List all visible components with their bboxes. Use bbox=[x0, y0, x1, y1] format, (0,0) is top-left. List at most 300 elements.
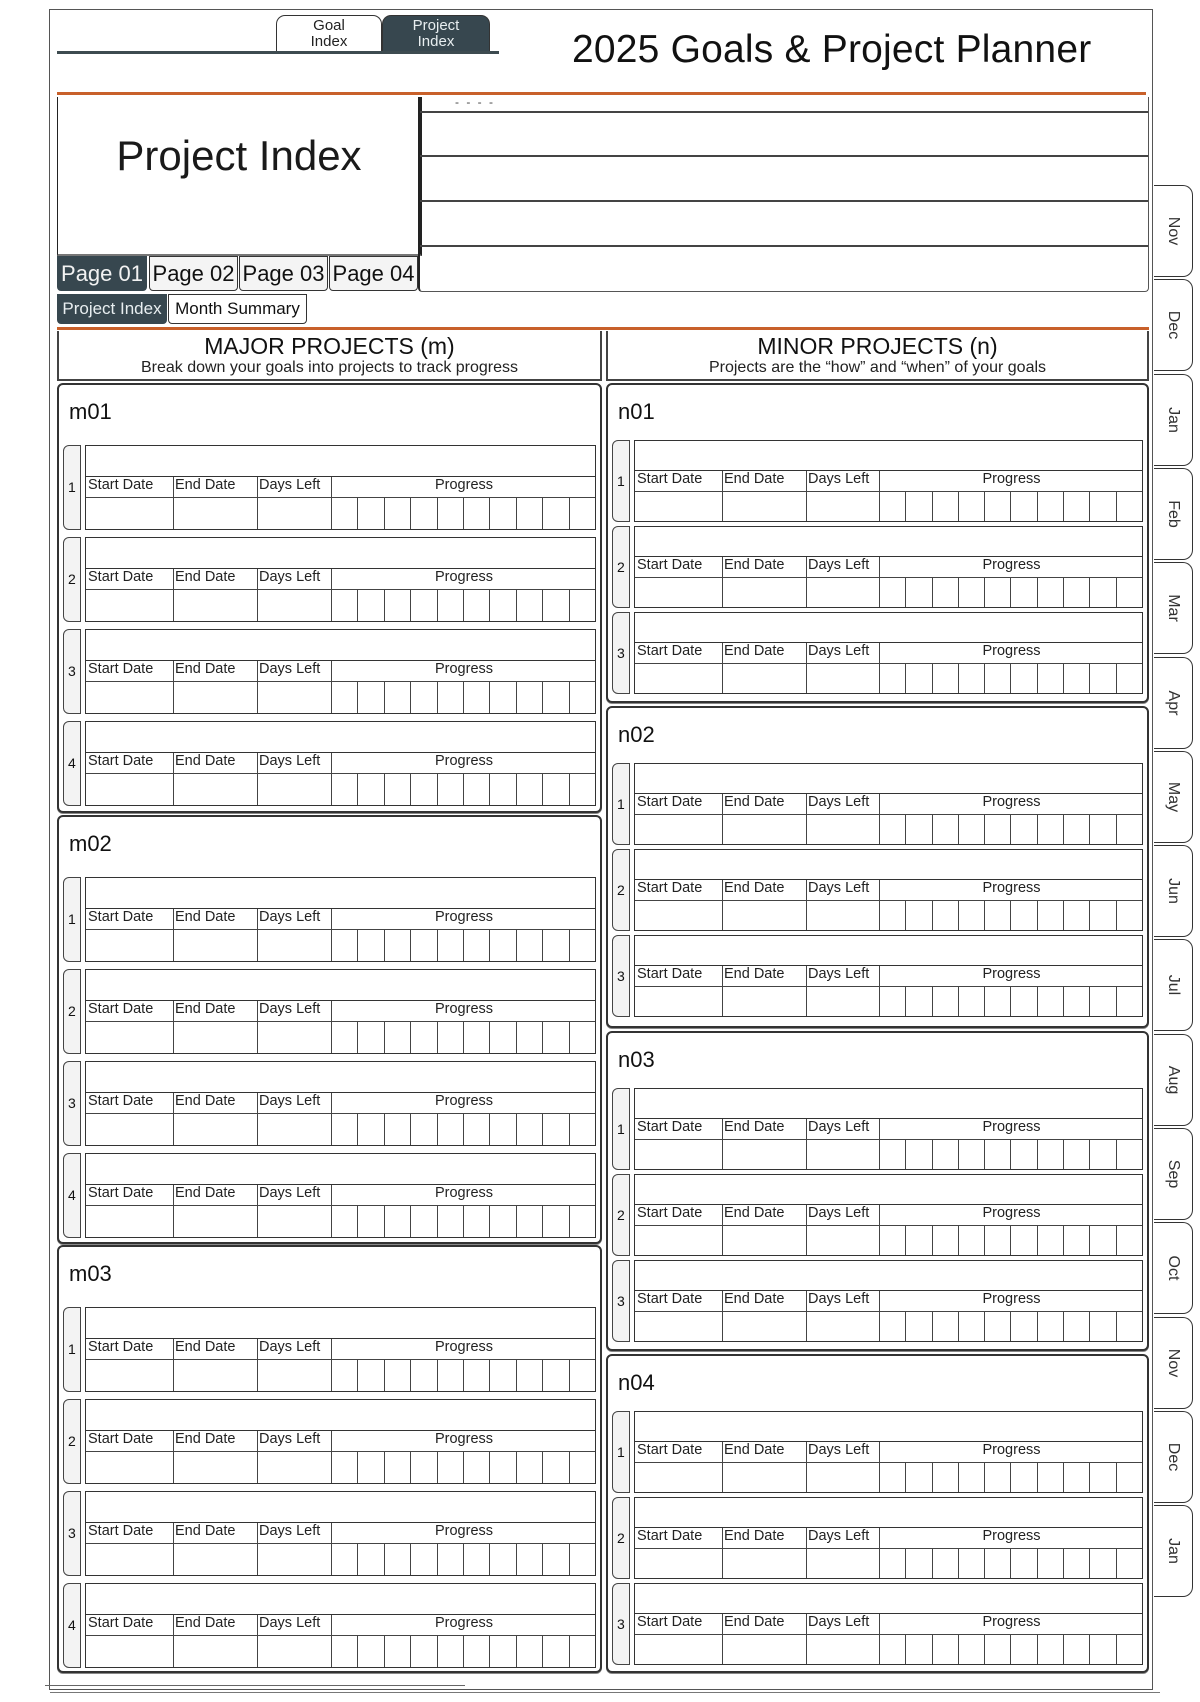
end-date-input[interactable] bbox=[722, 1635, 806, 1664]
progress-cell[interactable] bbox=[543, 1360, 569, 1391]
progress-cell[interactable] bbox=[411, 1114, 437, 1145]
progress-cell[interactable] bbox=[385, 1114, 411, 1145]
progress-cell[interactable] bbox=[438, 1452, 464, 1483]
start-date-input[interactable] bbox=[86, 498, 173, 529]
progress-cell[interactable] bbox=[438, 930, 464, 961]
start-date-input[interactable] bbox=[635, 987, 722, 1016]
progress-cell[interactable] bbox=[517, 1206, 543, 1237]
progress-cell[interactable] bbox=[959, 1635, 985, 1664]
progress-cell[interactable] bbox=[906, 1463, 932, 1492]
start-date-input[interactable] bbox=[635, 1463, 722, 1492]
progress-cell[interactable] bbox=[332, 682, 358, 713]
end-date-input[interactable] bbox=[173, 1114, 257, 1145]
progress-cell[interactable] bbox=[1117, 815, 1142, 844]
progress-cell[interactable] bbox=[570, 1022, 595, 1053]
progress-cell[interactable] bbox=[906, 1312, 932, 1341]
days-left-input[interactable] bbox=[257, 1636, 331, 1667]
progress-cell[interactable] bbox=[1117, 1635, 1142, 1664]
end-date-input[interactable] bbox=[173, 1206, 257, 1237]
project-name-field[interactable] bbox=[635, 441, 1142, 471]
progress-cell[interactable] bbox=[1117, 1463, 1142, 1492]
progress-cell[interactable] bbox=[332, 1544, 358, 1575]
progress-cell[interactable] bbox=[570, 1114, 595, 1145]
month-tab-jan[interactable] bbox=[1154, 374, 1193, 466]
project-name-field[interactable] bbox=[635, 1089, 1142, 1119]
progress-cell[interactable] bbox=[880, 815, 906, 844]
days-left-input[interactable] bbox=[806, 664, 879, 693]
progress-cell[interactable] bbox=[411, 774, 437, 805]
progress-cell[interactable] bbox=[438, 1544, 464, 1575]
start-date-input[interactable] bbox=[86, 930, 173, 961]
days-left-input[interactable] bbox=[806, 987, 879, 1016]
progress-cell[interactable] bbox=[411, 1022, 437, 1053]
progress-cell[interactable] bbox=[985, 1635, 1011, 1664]
project-name-field[interactable] bbox=[86, 970, 595, 1001]
days-left-input[interactable] bbox=[806, 1312, 879, 1341]
progress-cell[interactable] bbox=[490, 682, 516, 713]
start-date-input[interactable] bbox=[86, 1544, 173, 1575]
end-date-input[interactable] bbox=[722, 987, 806, 1016]
progress-cell[interactable] bbox=[332, 1452, 358, 1483]
end-date-input[interactable] bbox=[173, 1452, 257, 1483]
progress-cell[interactable] bbox=[985, 815, 1011, 844]
days-left-input[interactable] bbox=[257, 1114, 331, 1145]
progress-cell[interactable] bbox=[1117, 901, 1142, 930]
progress-cell[interactable] bbox=[543, 930, 569, 961]
progress-cell[interactable] bbox=[906, 492, 932, 521]
progress-cell[interactable] bbox=[490, 1544, 516, 1575]
end-date-input[interactable] bbox=[173, 498, 257, 529]
progress-cell[interactable] bbox=[1090, 1226, 1116, 1255]
progress-cell[interactable] bbox=[880, 987, 906, 1016]
progress-cell[interactable] bbox=[517, 1544, 543, 1575]
progress-cell[interactable] bbox=[985, 1312, 1011, 1341]
progress-cell[interactable] bbox=[933, 1463, 959, 1492]
days-left-input[interactable] bbox=[806, 492, 879, 521]
progress-cell[interactable] bbox=[880, 1463, 906, 1492]
progress-cell[interactable] bbox=[464, 498, 490, 529]
progress-cell[interactable] bbox=[1064, 492, 1090, 521]
progress-cell[interactable] bbox=[1064, 1140, 1090, 1169]
start-date-input[interactable] bbox=[86, 1452, 173, 1483]
progress-cell[interactable] bbox=[959, 1549, 985, 1578]
progress-cell[interactable] bbox=[1038, 1140, 1064, 1169]
progress-cell[interactable] bbox=[1064, 1635, 1090, 1664]
progress-cell[interactable] bbox=[543, 498, 569, 529]
progress-cell[interactable] bbox=[1090, 492, 1116, 521]
progress-cell[interactable] bbox=[358, 1452, 384, 1483]
progress-cell[interactable] bbox=[1064, 1463, 1090, 1492]
progress-cell[interactable] bbox=[438, 1114, 464, 1145]
progress-cell[interactable] bbox=[906, 1140, 932, 1169]
progress-cell[interactable] bbox=[490, 498, 516, 529]
progress-cell[interactable] bbox=[438, 682, 464, 713]
progress-cell[interactable] bbox=[1038, 815, 1064, 844]
month-tab-feb[interactable] bbox=[1154, 468, 1193, 560]
progress-cell[interactable] bbox=[985, 987, 1011, 1016]
progress-cell[interactable] bbox=[1090, 1312, 1116, 1341]
progress-cell[interactable] bbox=[933, 1140, 959, 1169]
progress-cell[interactable] bbox=[543, 1636, 569, 1667]
progress-cell[interactable] bbox=[332, 1114, 358, 1145]
progress-cell[interactable] bbox=[411, 498, 437, 529]
project-name-field[interactable] bbox=[635, 1261, 1142, 1291]
progress-cell[interactable] bbox=[880, 1312, 906, 1341]
progress-cell[interactable] bbox=[490, 590, 516, 621]
progress-cell[interactable] bbox=[332, 1636, 358, 1667]
progress-cell[interactable] bbox=[570, 1206, 595, 1237]
progress-cell[interactable] bbox=[570, 1360, 595, 1391]
project-name-field[interactable] bbox=[635, 527, 1142, 557]
progress-cell[interactable] bbox=[1064, 578, 1090, 607]
subtab-month-summary[interactable]: Month Summary bbox=[168, 294, 307, 324]
end-date-input[interactable] bbox=[722, 1463, 806, 1492]
progress-cell[interactable] bbox=[570, 1636, 595, 1667]
progress-cell[interactable] bbox=[332, 1206, 358, 1237]
progress-cell[interactable] bbox=[906, 578, 932, 607]
progress-cell[interactable] bbox=[880, 1226, 906, 1255]
project-name-field[interactable] bbox=[86, 630, 595, 661]
days-left-input[interactable] bbox=[257, 1022, 331, 1053]
progress-cell[interactable] bbox=[570, 774, 595, 805]
progress-cell[interactable] bbox=[1064, 664, 1090, 693]
progress-cell[interactable] bbox=[1011, 987, 1037, 1016]
progress-cell[interactable] bbox=[959, 1312, 985, 1341]
notes-lines[interactable] bbox=[418, 97, 1149, 292]
end-date-input[interactable] bbox=[173, 590, 257, 621]
project-name-field[interactable] bbox=[86, 1492, 595, 1523]
progress-cell[interactable] bbox=[517, 1636, 543, 1667]
progress-cell[interactable] bbox=[517, 774, 543, 805]
project-name-field[interactable] bbox=[86, 538, 595, 569]
progress-cell[interactable] bbox=[332, 590, 358, 621]
progress-cell[interactable] bbox=[385, 682, 411, 713]
project-name-field[interactable] bbox=[86, 722, 595, 753]
days-left-input[interactable] bbox=[257, 1452, 331, 1483]
progress-cell[interactable] bbox=[411, 1206, 437, 1237]
progress-cell[interactable] bbox=[880, 1140, 906, 1169]
start-date-input[interactable] bbox=[86, 1114, 173, 1145]
progress-cell[interactable] bbox=[1090, 578, 1116, 607]
progress-cell[interactable] bbox=[1117, 1226, 1142, 1255]
start-date-input[interactable] bbox=[635, 1635, 722, 1664]
progress-cell[interactable] bbox=[933, 1635, 959, 1664]
progress-cell[interactable] bbox=[1117, 1312, 1142, 1341]
progress-cell[interactable] bbox=[438, 1360, 464, 1391]
progress-cell[interactable] bbox=[1064, 987, 1090, 1016]
progress-cell[interactable] bbox=[1011, 1312, 1037, 1341]
start-date-input[interactable] bbox=[86, 1206, 173, 1237]
progress-cell[interactable] bbox=[464, 1360, 490, 1391]
progress-cell[interactable] bbox=[570, 930, 595, 961]
progress-cell[interactable] bbox=[543, 1206, 569, 1237]
progress-cell[interactable] bbox=[543, 682, 569, 713]
month-tab-jun[interactable] bbox=[1154, 845, 1193, 937]
progress-cell[interactable] bbox=[906, 901, 932, 930]
days-left-input[interactable] bbox=[257, 1544, 331, 1575]
progress-cell[interactable] bbox=[411, 682, 437, 713]
progress-cell[interactable] bbox=[464, 590, 490, 621]
progress-cell[interactable] bbox=[959, 1140, 985, 1169]
progress-cell[interactable] bbox=[490, 930, 516, 961]
progress-cell[interactable] bbox=[1064, 815, 1090, 844]
progress-cell[interactable] bbox=[385, 498, 411, 529]
days-left-input[interactable] bbox=[257, 498, 331, 529]
progress-cell[interactable] bbox=[880, 1635, 906, 1664]
progress-cell[interactable] bbox=[959, 664, 985, 693]
progress-cell[interactable] bbox=[570, 1544, 595, 1575]
progress-cell[interactable] bbox=[1011, 815, 1037, 844]
progress-cell[interactable] bbox=[959, 1226, 985, 1255]
progress-cell[interactable] bbox=[385, 1206, 411, 1237]
progress-cell[interactable] bbox=[543, 1452, 569, 1483]
progress-cell[interactable] bbox=[385, 1452, 411, 1483]
days-left-input[interactable] bbox=[257, 930, 331, 961]
progress-cell[interactable] bbox=[1038, 901, 1064, 930]
progress-cell[interactable] bbox=[1038, 1549, 1064, 1578]
month-tab-jul[interactable] bbox=[1154, 939, 1193, 1031]
progress-cell[interactable] bbox=[358, 682, 384, 713]
tab-project-index[interactable] bbox=[382, 15, 490, 53]
progress-cell[interactable] bbox=[985, 492, 1011, 521]
progress-cell[interactable] bbox=[1011, 1226, 1037, 1255]
progress-cell[interactable] bbox=[385, 1544, 411, 1575]
progress-cell[interactable] bbox=[570, 682, 595, 713]
progress-cell[interactable] bbox=[517, 930, 543, 961]
page-03-button[interactable]: Page 03 bbox=[239, 256, 328, 291]
project-name-field[interactable] bbox=[635, 1584, 1142, 1614]
progress-cell[interactable] bbox=[490, 1360, 516, 1391]
project-name-field[interactable] bbox=[86, 1584, 595, 1615]
progress-cell[interactable] bbox=[490, 1022, 516, 1053]
days-left-input[interactable] bbox=[257, 1206, 331, 1237]
project-name-field[interactable] bbox=[86, 878, 595, 909]
progress-cell[interactable] bbox=[1090, 815, 1116, 844]
progress-cell[interactable] bbox=[517, 1022, 543, 1053]
progress-cell[interactable] bbox=[1090, 1463, 1116, 1492]
progress-cell[interactable] bbox=[464, 1206, 490, 1237]
progress-cell[interactable] bbox=[906, 815, 932, 844]
progress-cell[interactable] bbox=[385, 1360, 411, 1391]
days-left-input[interactable] bbox=[806, 578, 879, 607]
progress-cell[interactable] bbox=[411, 930, 437, 961]
start-date-input[interactable] bbox=[635, 901, 722, 930]
end-date-input[interactable] bbox=[173, 1636, 257, 1667]
project-name-field[interactable] bbox=[86, 1308, 595, 1339]
progress-cell[interactable] bbox=[1117, 1549, 1142, 1578]
end-date-input[interactable] bbox=[173, 1022, 257, 1053]
end-date-input[interactable] bbox=[722, 578, 806, 607]
start-date-input[interactable] bbox=[86, 590, 173, 621]
month-tab-nov[interactable] bbox=[1154, 185, 1193, 277]
month-tab-jan[interactable] bbox=[1154, 1505, 1193, 1597]
progress-cell[interactable] bbox=[880, 578, 906, 607]
progress-cell[interactable] bbox=[1090, 1635, 1116, 1664]
progress-cell[interactable] bbox=[438, 590, 464, 621]
progress-cell[interactable] bbox=[1011, 1140, 1037, 1169]
start-date-input[interactable] bbox=[86, 1360, 173, 1391]
progress-cell[interactable] bbox=[1038, 664, 1064, 693]
progress-cell[interactable] bbox=[490, 1452, 516, 1483]
progress-cell[interactable] bbox=[906, 1635, 932, 1664]
progress-cell[interactable] bbox=[438, 1022, 464, 1053]
progress-cell[interactable] bbox=[933, 815, 959, 844]
project-name-field[interactable] bbox=[635, 850, 1142, 880]
days-left-input[interactable] bbox=[257, 590, 331, 621]
progress-cell[interactable] bbox=[1064, 1312, 1090, 1341]
progress-cell[interactable] bbox=[490, 1206, 516, 1237]
progress-cell[interactable] bbox=[1038, 1226, 1064, 1255]
progress-cell[interactable] bbox=[906, 1549, 932, 1578]
end-date-input[interactable] bbox=[173, 1544, 257, 1575]
progress-cell[interactable] bbox=[570, 498, 595, 529]
progress-cell[interactable] bbox=[985, 1140, 1011, 1169]
progress-cell[interactable] bbox=[1038, 578, 1064, 607]
days-left-input[interactable] bbox=[806, 1140, 879, 1169]
days-left-input[interactable] bbox=[806, 1635, 879, 1664]
progress-cell[interactable] bbox=[438, 1206, 464, 1237]
progress-cell[interactable] bbox=[464, 1544, 490, 1575]
start-date-input[interactable] bbox=[635, 1140, 722, 1169]
progress-cell[interactable] bbox=[985, 664, 1011, 693]
month-tab-aug[interactable] bbox=[1154, 1034, 1193, 1126]
progress-cell[interactable] bbox=[332, 1022, 358, 1053]
progress-cell[interactable] bbox=[933, 987, 959, 1016]
progress-cell[interactable] bbox=[358, 498, 384, 529]
progress-cell[interactable] bbox=[880, 664, 906, 693]
progress-cell[interactable] bbox=[933, 1226, 959, 1255]
days-left-input[interactable] bbox=[806, 1463, 879, 1492]
tab-goal-index[interactable] bbox=[276, 15, 382, 53]
progress-cell[interactable] bbox=[1038, 1312, 1064, 1341]
progress-cell[interactable] bbox=[959, 987, 985, 1016]
progress-cell[interactable] bbox=[490, 1114, 516, 1145]
progress-cell[interactable] bbox=[906, 664, 932, 693]
progress-cell[interactable] bbox=[464, 1636, 490, 1667]
end-date-input[interactable] bbox=[722, 901, 806, 930]
progress-cell[interactable] bbox=[411, 1360, 437, 1391]
progress-cell[interactable] bbox=[438, 498, 464, 529]
progress-cell[interactable] bbox=[411, 590, 437, 621]
progress-cell[interactable] bbox=[959, 815, 985, 844]
progress-cell[interactable] bbox=[543, 1022, 569, 1053]
progress-cell[interactable] bbox=[543, 590, 569, 621]
progress-cell[interactable] bbox=[933, 901, 959, 930]
start-date-input[interactable] bbox=[635, 1312, 722, 1341]
progress-cell[interactable] bbox=[1011, 1463, 1037, 1492]
progress-cell[interactable] bbox=[517, 498, 543, 529]
progress-cell[interactable] bbox=[332, 1360, 358, 1391]
project-name-field[interactable] bbox=[635, 936, 1142, 966]
progress-cell[interactable] bbox=[1038, 492, 1064, 521]
progress-cell[interactable] bbox=[358, 1360, 384, 1391]
project-name-field[interactable] bbox=[635, 613, 1142, 643]
progress-cell[interactable] bbox=[570, 590, 595, 621]
progress-cell[interactable] bbox=[543, 1544, 569, 1575]
end-date-input[interactable] bbox=[722, 1549, 806, 1578]
days-left-input[interactable] bbox=[257, 682, 331, 713]
page-04-button[interactable]: Page 04 bbox=[329, 256, 418, 291]
progress-cell[interactable] bbox=[358, 590, 384, 621]
progress-cell[interactable] bbox=[880, 492, 906, 521]
days-left-input[interactable] bbox=[806, 1226, 879, 1255]
progress-cell[interactable] bbox=[1011, 578, 1037, 607]
progress-cell[interactable] bbox=[1117, 664, 1142, 693]
end-date-input[interactable] bbox=[722, 815, 806, 844]
progress-cell[interactable] bbox=[464, 682, 490, 713]
month-tab-may[interactable] bbox=[1154, 751, 1193, 843]
month-tab-apr[interactable] bbox=[1154, 657, 1193, 749]
progress-cell[interactable] bbox=[1011, 1549, 1037, 1578]
days-left-input[interactable] bbox=[257, 1360, 331, 1391]
end-date-input[interactable] bbox=[722, 664, 806, 693]
progress-cell[interactable] bbox=[985, 901, 1011, 930]
progress-cell[interactable] bbox=[1117, 492, 1142, 521]
start-date-input[interactable] bbox=[86, 1022, 173, 1053]
progress-cell[interactable] bbox=[385, 1022, 411, 1053]
progress-cell[interactable] bbox=[332, 930, 358, 961]
progress-cell[interactable] bbox=[438, 1636, 464, 1667]
progress-cell[interactable] bbox=[1064, 1549, 1090, 1578]
progress-cell[interactable] bbox=[490, 774, 516, 805]
progress-cell[interactable] bbox=[385, 1636, 411, 1667]
progress-cell[interactable] bbox=[959, 492, 985, 521]
start-date-input[interactable] bbox=[635, 1549, 722, 1578]
progress-cell[interactable] bbox=[517, 1360, 543, 1391]
progress-cell[interactable] bbox=[880, 901, 906, 930]
progress-cell[interactable] bbox=[332, 774, 358, 805]
progress-cell[interactable] bbox=[933, 578, 959, 607]
progress-cell[interactable] bbox=[985, 578, 1011, 607]
progress-cell[interactable] bbox=[1090, 1140, 1116, 1169]
progress-cell[interactable] bbox=[1038, 987, 1064, 1016]
progress-cell[interactable] bbox=[933, 664, 959, 693]
progress-cell[interactable] bbox=[933, 1549, 959, 1578]
progress-cell[interactable] bbox=[959, 578, 985, 607]
progress-cell[interactable] bbox=[464, 1022, 490, 1053]
end-date-input[interactable] bbox=[722, 1226, 806, 1255]
subtab-project-index[interactable]: Project Index bbox=[57, 294, 167, 324]
project-name-field[interactable] bbox=[635, 1412, 1142, 1442]
progress-cell[interactable] bbox=[906, 987, 932, 1016]
progress-cell[interactable] bbox=[959, 1463, 985, 1492]
start-date-input[interactable] bbox=[86, 774, 173, 805]
progress-cell[interactable] bbox=[358, 774, 384, 805]
progress-cell[interactable] bbox=[464, 930, 490, 961]
progress-cell[interactable] bbox=[880, 1549, 906, 1578]
end-date-input[interactable] bbox=[173, 682, 257, 713]
month-tab-sep[interactable] bbox=[1154, 1128, 1193, 1220]
project-name-field[interactable] bbox=[86, 1062, 595, 1093]
progress-cell[interactable] bbox=[1038, 1463, 1064, 1492]
progress-cell[interactable] bbox=[464, 774, 490, 805]
project-name-field[interactable] bbox=[635, 764, 1142, 794]
progress-cell[interactable] bbox=[411, 1544, 437, 1575]
progress-cell[interactable] bbox=[358, 1636, 384, 1667]
progress-cell[interactable] bbox=[1117, 578, 1142, 607]
progress-cell[interactable] bbox=[1064, 901, 1090, 930]
progress-cell[interactable] bbox=[985, 1226, 1011, 1255]
progress-cell[interactable] bbox=[411, 1452, 437, 1483]
project-name-field[interactable] bbox=[86, 1154, 595, 1185]
start-date-input[interactable] bbox=[635, 664, 722, 693]
progress-cell[interactable] bbox=[385, 590, 411, 621]
days-left-input[interactable] bbox=[806, 815, 879, 844]
progress-cell[interactable] bbox=[517, 590, 543, 621]
progress-cell[interactable] bbox=[490, 1636, 516, 1667]
progress-cell[interactable] bbox=[1038, 1635, 1064, 1664]
end-date-input[interactable] bbox=[173, 774, 257, 805]
